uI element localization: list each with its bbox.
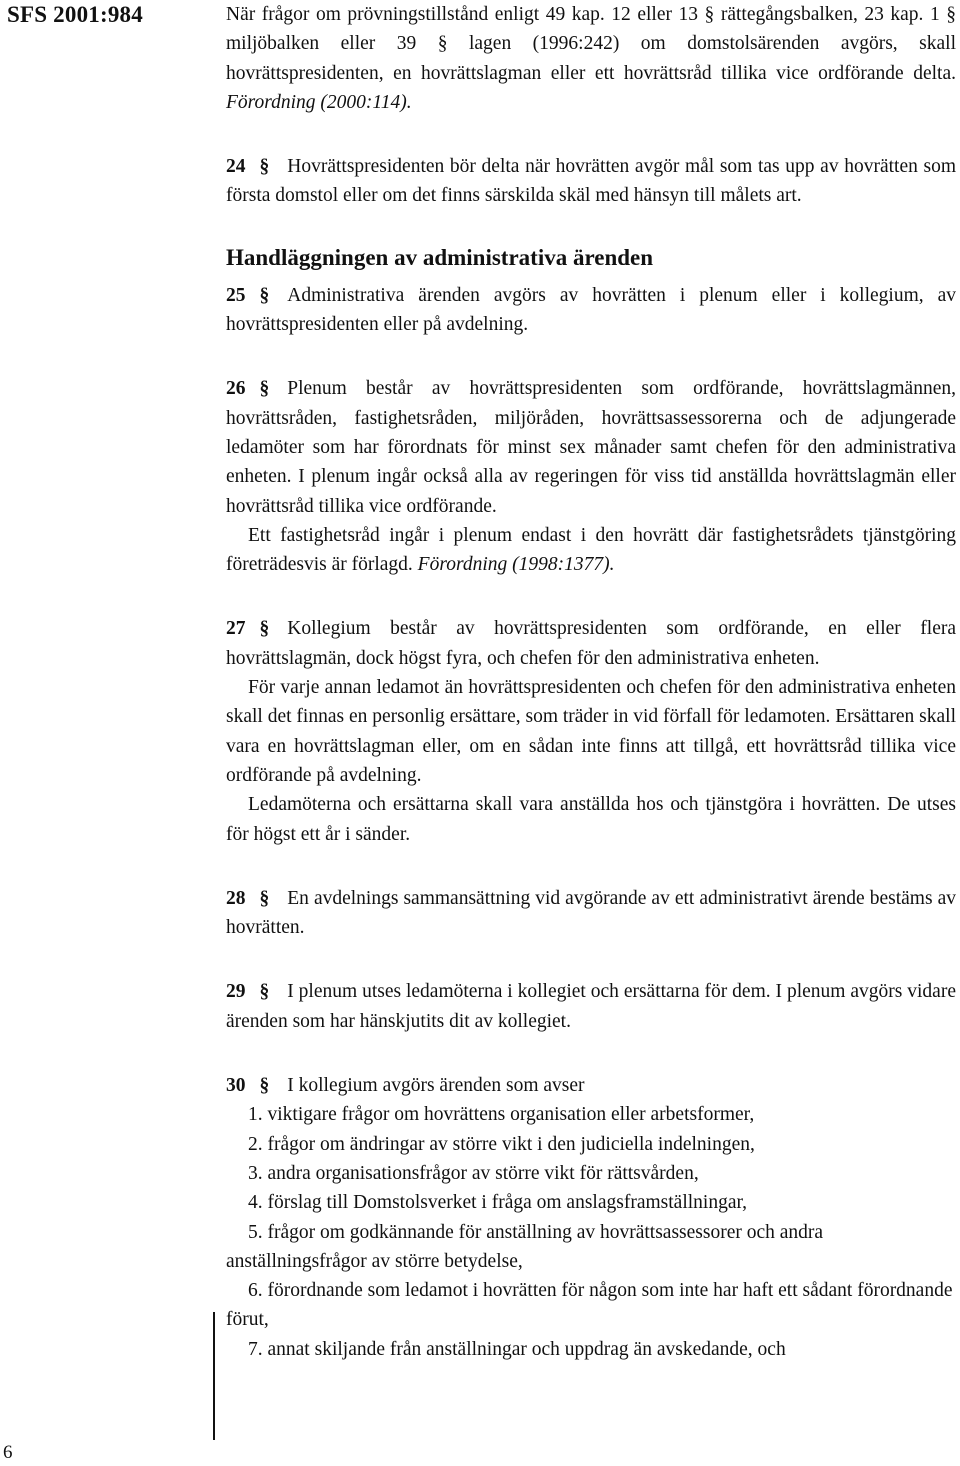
list-item: 5. frågor om godkännande för anställning av hovrättsassessorer och andra anställningsfrågor av större betydelse, [226,1221,824,1272]
list-item: 4. förslag till Domstolsverket i fråga om anslagsframställningar, [248,1192,748,1214]
section-sign: § [259,1075,270,1097]
section-number: 24 [226,156,246,178]
section-sign: § [259,618,270,640]
section-27-text: Kollegium består av hovrättspresidenten som ordförande, en eller flera hovrättslagmän, dock högst fyra, och chefen för den administrativa enheten. [226,618,956,669]
list-item: 2. frågor om ändringar av större vikt i den judiciella indelningen, [248,1133,755,1155]
section-sign: § [259,156,270,178]
intro-text: När frågor om prövningstillstånd enligt 49 kap. 12 eller 13 § rättegångsbalken, 23 kap. 1 § miljöbalken eller 39 § lagen (1996:242) om domstolsärenden avgörs, skall hovrättspresidenten, en hovrättslagman eller ett hovrättsråd tillika vice ordförande delta. [226,4,956,84]
section-sign: § [259,981,270,1003]
section-sign: § [259,378,270,400]
section-27-paragraph-3: Ledamöterna och ersättarna skall vara anställda hos och tjänstgöra i hovrätten. De utses för högst ett år i sänder. [226,794,956,845]
section-number: 30 [226,1075,246,1097]
section-heading: Handläggningen av administrativa ärenden [226,244,654,270]
section-28 [226,884,956,943]
section-30-text: I kollegium avgörs ärenden som avser [287,1075,585,1097]
section-number: 26 [226,378,246,400]
list-item: 7. annat skiljande från anställningar och uppdrag än avskedande, och [248,1338,786,1360]
section-29-text: I plenum utses ledamöterna i kollegiet och ersättarna för dem. I plenum avgörs vidare ärenden som har hänskjutits dit av kollegiet. [226,981,956,1032]
section-26-paragraph-2 [226,521,956,580]
section-sign: § [259,887,270,909]
section-28-text: En avdelnings sammansättning vid avgörande av ett administrativt ärende bestäms av hovrätten. [226,887,956,939]
section-24 [226,152,956,211]
section-26-text: Plenum består av hovrättspresidenten som ordförande, hovrättslagmännen, hovrättsråden, fastighetsråden, miljöråden, hovrättsassessorerna och de adjungerade ledamöter som har förordnats för minst sex månader samt chefen för den administrativa enheten. I plenum ingår också alla av regeringen för viss tid anställda hovrättslagmän eller hovrättsråd tillika vice ordförande. [226,378,956,517]
page-number: 6 [3,1442,13,1463]
section-25 [226,281,956,340]
sfs-number: SFS 2001:984 [7,2,143,27]
section-26-reference: Förordning (1998:1377). [417,554,615,576]
section-27-paragraph-2: För varje annan ledamot än hovrättspresidenten och chefen för den administrativa enheten skall det finnas en personlig ersättare, som träder in vid förfall för ledamoten. Ersättaren skall vara en hovrättslagman eller, om en sådan inte finns att tillgå, ett hovrättsråd tillika vice ordförande på avdelning. [226,677,956,786]
section-sign: § [259,284,270,306]
list-item: 1. viktigare frågor om hovrättens organisation eller arbetsformer, [248,1104,755,1126]
section-30-list [226,1100,956,1364]
change-bar [213,1312,215,1440]
section-29 [226,977,956,1036]
list-item: 6. förordnande som ledamot i hovrätten för någon som inte har haft ett sådant förordnande förut, [226,1280,953,1331]
list-item: 3. andra organisationsfrågor av större vikt för rättsvården, [248,1162,699,1184]
section-26 [226,374,956,520]
document-body [226,0,956,1364]
intro-paragraph [226,0,956,117]
intro-reference: Förordning (2000:114). [226,91,412,113]
section-27 [226,614,956,673]
section-number: 25 [226,284,246,306]
section-24-text: Hovrättspresidenten bör delta när hovrätten avgör mål som tas upp av hovrätten som första domstol eller om det finns särskilda skäl med hänsyn till målets art. [226,156,956,207]
section-26-p2-text: Ett fastighetsråd ingår i plenum endast i den hovrätt där fastighetsrådets tjänstgöring företrädesvis är förlagd. [226,524,956,576]
section-25-text: Administrativa ärenden avgörs av hovrätten i plenum eller i kollegium, av hovrättspresidenten eller på avdelning. [226,284,956,336]
section-number: 28 [226,887,246,909]
section-number: 27 [226,618,246,640]
section-number: 29 [226,981,246,1003]
section-30 [226,1071,956,1100]
